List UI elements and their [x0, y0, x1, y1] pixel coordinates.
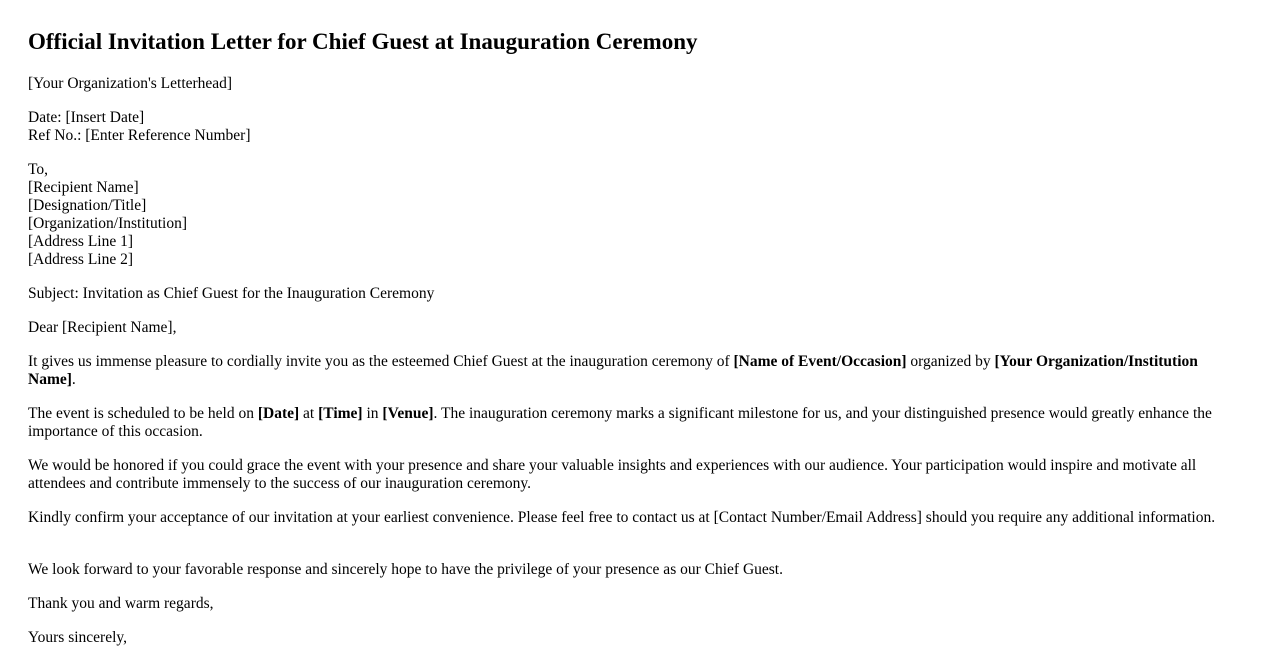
date-line: Date: [Insert Date]	[28, 109, 145, 126]
signoff-line: Yours sincerely,	[28, 629, 128, 646]
closing-line: Thank you and warm regards,	[28, 595, 214, 612]
recipient-name: [Recipient Name]	[28, 179, 139, 196]
page-title: Official Invitation Letter for Chief Guest at Inauguration Ceremony	[28, 29, 698, 54]
paragraph-event-details	[28, 405, 1244, 441]
paragraph-text: . The inauguration ceremony marks a significant milestone for us, and your distinguished presence would greatly enhance the importance of this occasion.	[28, 405, 1212, 440]
date-placeholder: [Date]	[257, 405, 300, 422]
paragraph-text: The event is scheduled to be held on	[28, 405, 258, 422]
paragraph-look-forward: We look forward to your favorable response and sincerely hope to have the privilege of your presence as our Chief Guest.	[28, 561, 783, 578]
address-line-2: [Address Line 2]	[28, 251, 134, 268]
paragraph-confirm: Kindly confirm your acceptance of our invitation at your earliest convenience. Please feel free to contact us at [Contact Number/Email Address] should you require any additional information.	[28, 509, 1216, 526]
paragraph-text: in	[362, 405, 383, 422]
event-name-placeholder: [Name of Event/Occasion]	[733, 353, 907, 370]
recipient-designation: [Designation/Title]	[28, 197, 147, 214]
time-placeholder: [Time]	[318, 405, 363, 422]
paragraph-text: at	[299, 405, 319, 422]
salutation: Dear [Recipient Name],	[28, 319, 177, 336]
ref-line: Ref No.: [Enter Reference Number]	[28, 127, 251, 144]
paragraph-text: .	[71, 371, 76, 388]
to-label: To,	[28, 161, 49, 178]
date-ref-block	[28, 109, 1244, 145]
address-line-1: [Address Line 1]	[28, 233, 134, 250]
recipient-address-block	[28, 161, 1244, 269]
organization-name-placeholder: [Your Organization/Institution Name]	[28, 353, 1198, 388]
paragraph-invitation	[28, 353, 1244, 389]
letterhead: [Your Organization's Letterhead]	[28, 75, 233, 92]
paragraph-text: It gives us immense pleasure to cordially invite you as the esteemed Chief Guest at the inauguration ceremony of	[28, 353, 734, 370]
paragraph-text: organized by	[906, 353, 995, 370]
paragraph-honor: We would be honored if you could grace the event with your presence and share your valuable insights and experiences with our audience. Your participation would inspire and motivate all attendees and contribute immensely to the success of our inauguration ceremony.	[28, 457, 1197, 492]
recipient-organization: [Organization/Institution]	[28, 215, 187, 232]
subject-line: Subject: Invitation as Chief Guest for the Inauguration Ceremony	[28, 285, 435, 302]
venue-placeholder: [Venue]	[382, 405, 434, 422]
